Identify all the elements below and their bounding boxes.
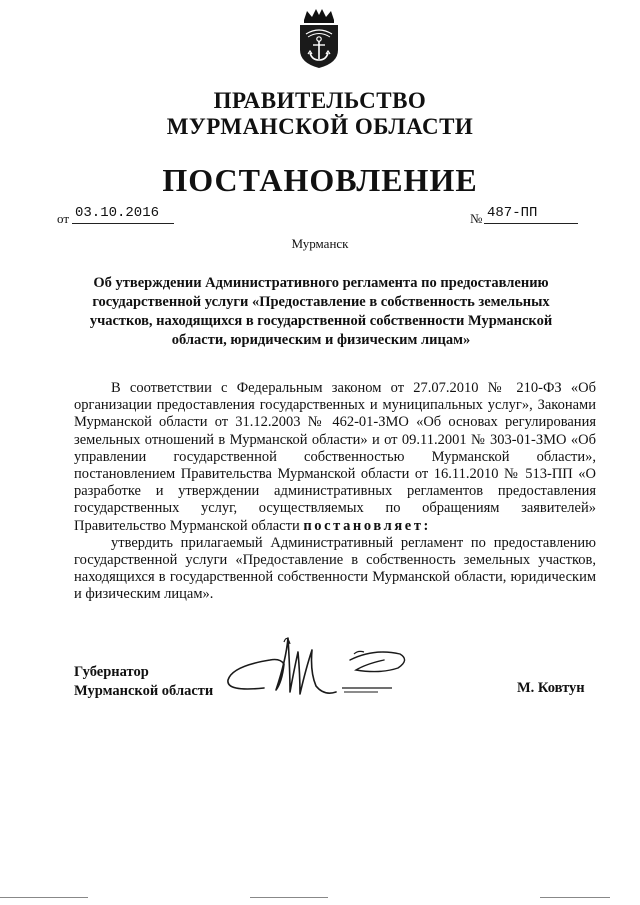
document-number: 487-ПП [484,205,578,224]
handwritten-signature-icon [224,630,414,710]
government-title-line2: МУРМАНСКОЙ ОБЛАСТИ [166,114,474,139]
decree-word: постановляет: [303,517,431,534]
signer-title [74,663,213,701]
signer-title-line2: Мурманской области [74,683,214,699]
body-paragraph-2: утвердить прилагаемый Административный регламент по предоставлению государственной услуги «Предоставление в собственность земельных участков, находящихся в государственной собственности Мурманской области, юридическим и физическим лицам». [74,534,596,603]
signer-title-line1: Губернатор [74,664,149,680]
coat-of-arms-icon [296,8,342,70]
document-body [74,380,596,604]
signer-name: М. Ковтун [517,680,585,696]
footer-divider-right [540,897,610,898]
document-type-title: ПОСТАНОВЛЕНИЕ [162,162,478,198]
footer-divider-left [0,897,88,898]
document-subject: Об утверждении Административного регламента по предоставлению государственной услуги «Предоставление в собственность земельных участков, находящихся в государственной собственности Мурманской области, юридическим и физическим лицам» [89,275,553,348]
number-label: № [470,211,483,226]
government-title-line1: ПРАВИТЕЛЬСТВО [213,88,427,113]
city-name: Мурманск [291,236,349,251]
document-date: 03.10.2016 [72,205,174,224]
footer-divider-center [250,897,328,898]
body-paragraph-1 [74,380,596,535]
body-paragraph-1-text: В соответствии с Федеральным законом от 27.07.2010 № 210-ФЗ «Об организации предоставления государственных и муниципальных услуг», Законами Мурманской области от 31.12.2003 № 462-01-ЗМО «Об основах регулирования земельных отношений в Мурманской области» и от 09.11.2001 № 303-01-ЗМО «Об управлении государственной собственностью Мурманской области», постановлением Правительства Мурманской области от 16.11.2010 № 513-ПП «О разработке и утверждении административных регламентов предоставления государственных услуг, осуществляемых по обращениям заявителей» Правительство Мурманской области [74,380,596,534]
date-label: от [57,211,70,226]
